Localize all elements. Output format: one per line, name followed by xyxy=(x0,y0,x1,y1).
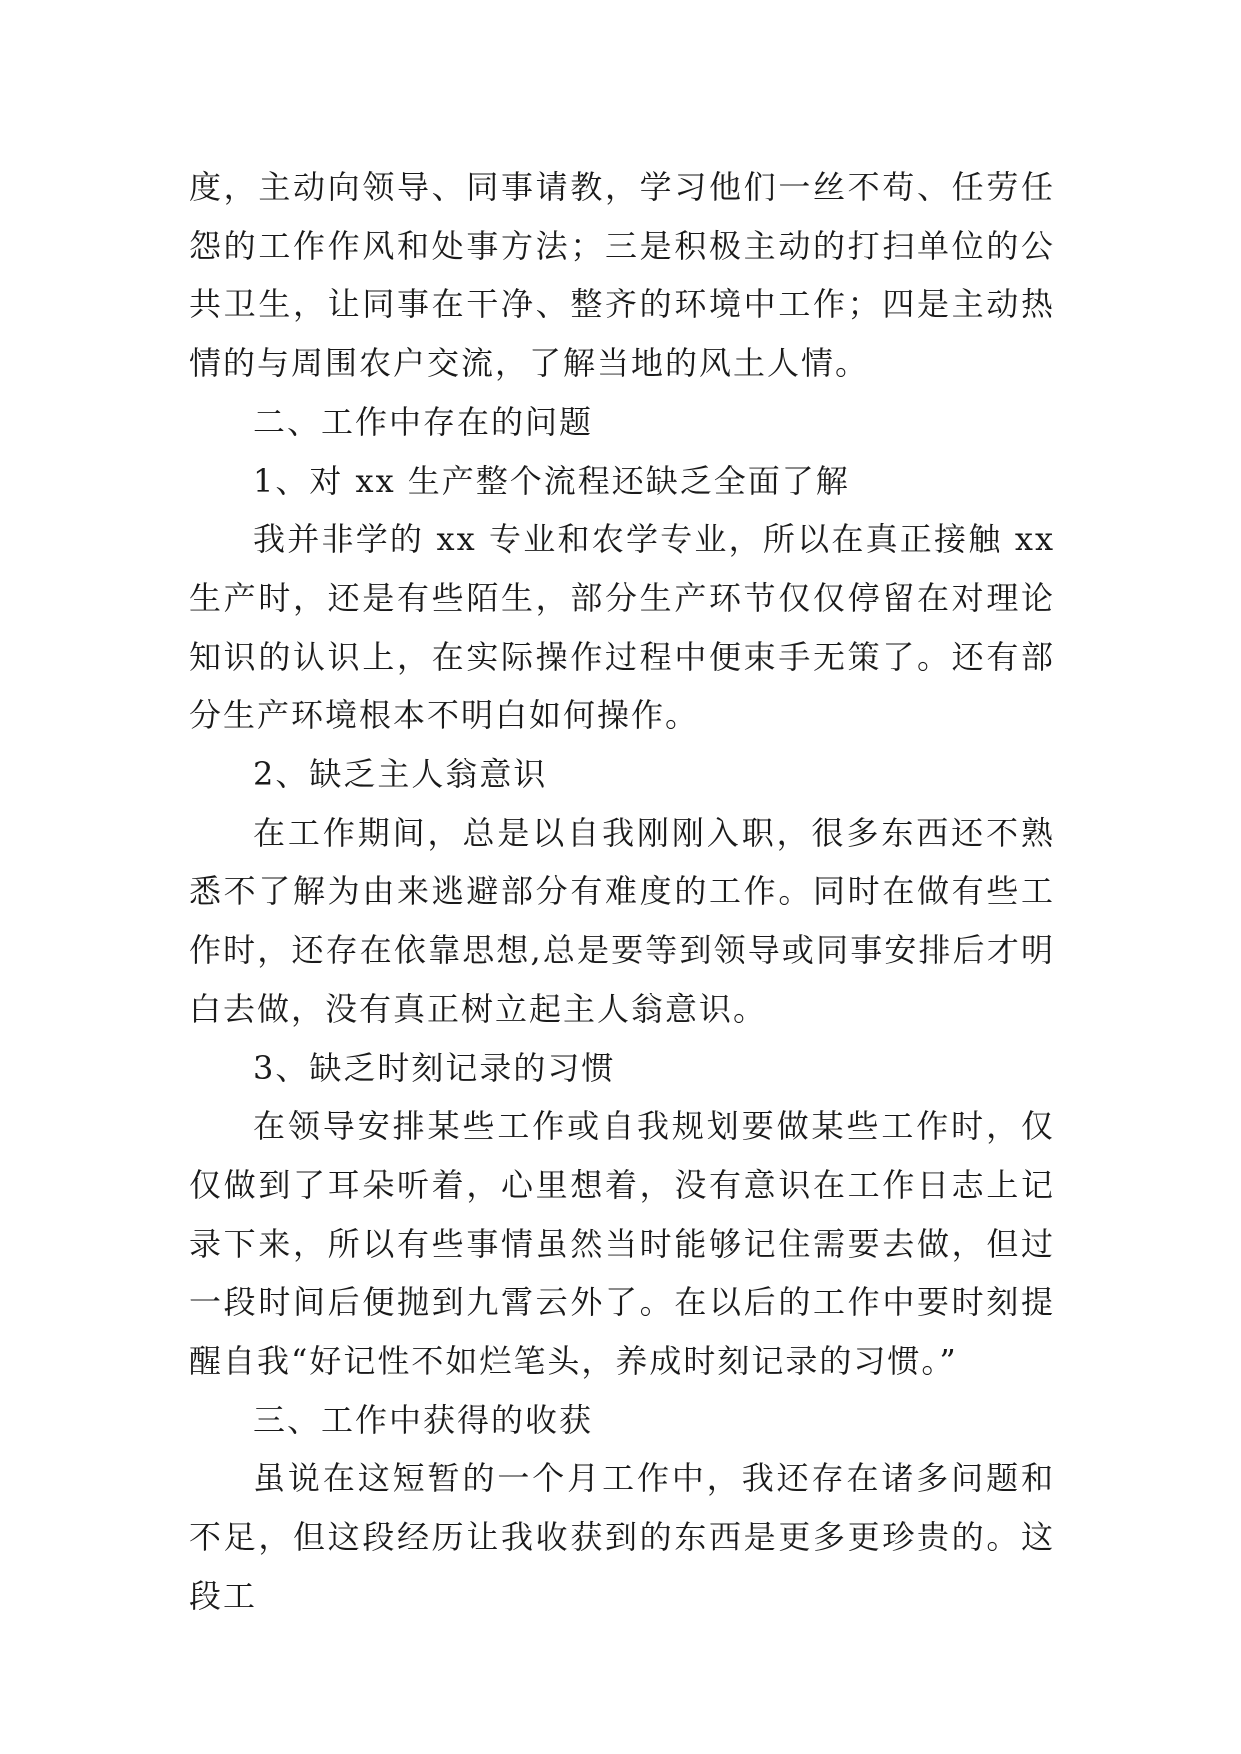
paragraph-1: 我并非学的 xx 专业和农学专业，所以在真正接触 xx 生产时，还是有些陌生，部分生产环节仅仅停留在对理论知识的认识上，在实际操作过程中便束手无策了。还有部分生产环境根本不明白如何操作。 xyxy=(189,520,1055,735)
subheading-2: 2、缺乏主人翁意识 xyxy=(253,755,548,794)
paragraph-2: 在工作期间，总是以自我刚刚入职，很多东西还不熟悉不了解为由来逃避部分有难度的工作。同时在做有些工作时，还存在依靠思想,总是要等到领导或同事安排后才明白去做，没有真正树立起主人翁意识。 xyxy=(189,813,1055,1028)
paragraph-continued: 度，主动向领导、同事请教，学习他们一丝不苟、任劳任怨的工作作风和处事方法；三是积极主动的打扫单位的公共卫生，让同事在干净、整齐的环境中工作；四是主动热情的与周围农户交流，了解当地的风土人情。 xyxy=(189,168,1055,383)
subheading-1: 1、对 xx 生产整个流程还缺乏全面了解 xyxy=(253,461,850,500)
document-body xyxy=(189,158,1055,1626)
section-heading-problems: 二、工作中存在的问题 xyxy=(253,402,594,441)
paragraph-3: 在领导安排某些工作或自我规划要做某些工作时，仅仅做到了耳朵听着，心里想着，没有意识在工作日志上记录下来，所以有些事情虽然当时能够记住需要去做，但过一段时间后便抛到九霄云外了。在以后的工作中要时刻提醒自我“好记性不如烂笔头，养成时刻记录的习惯。” xyxy=(189,1107,1055,1381)
subheading-3: 3、缺乏时刻记录的习惯 xyxy=(253,1048,616,1087)
section-heading-gains: 三、工作中获得的收获 xyxy=(253,1400,594,1439)
paragraph-4: 虽说在这短暂的一个月工作中，我还存在诸多问题和不足，但这段经历让我收获到的东西是更多更珍贵的。这段工 xyxy=(189,1459,1055,1615)
